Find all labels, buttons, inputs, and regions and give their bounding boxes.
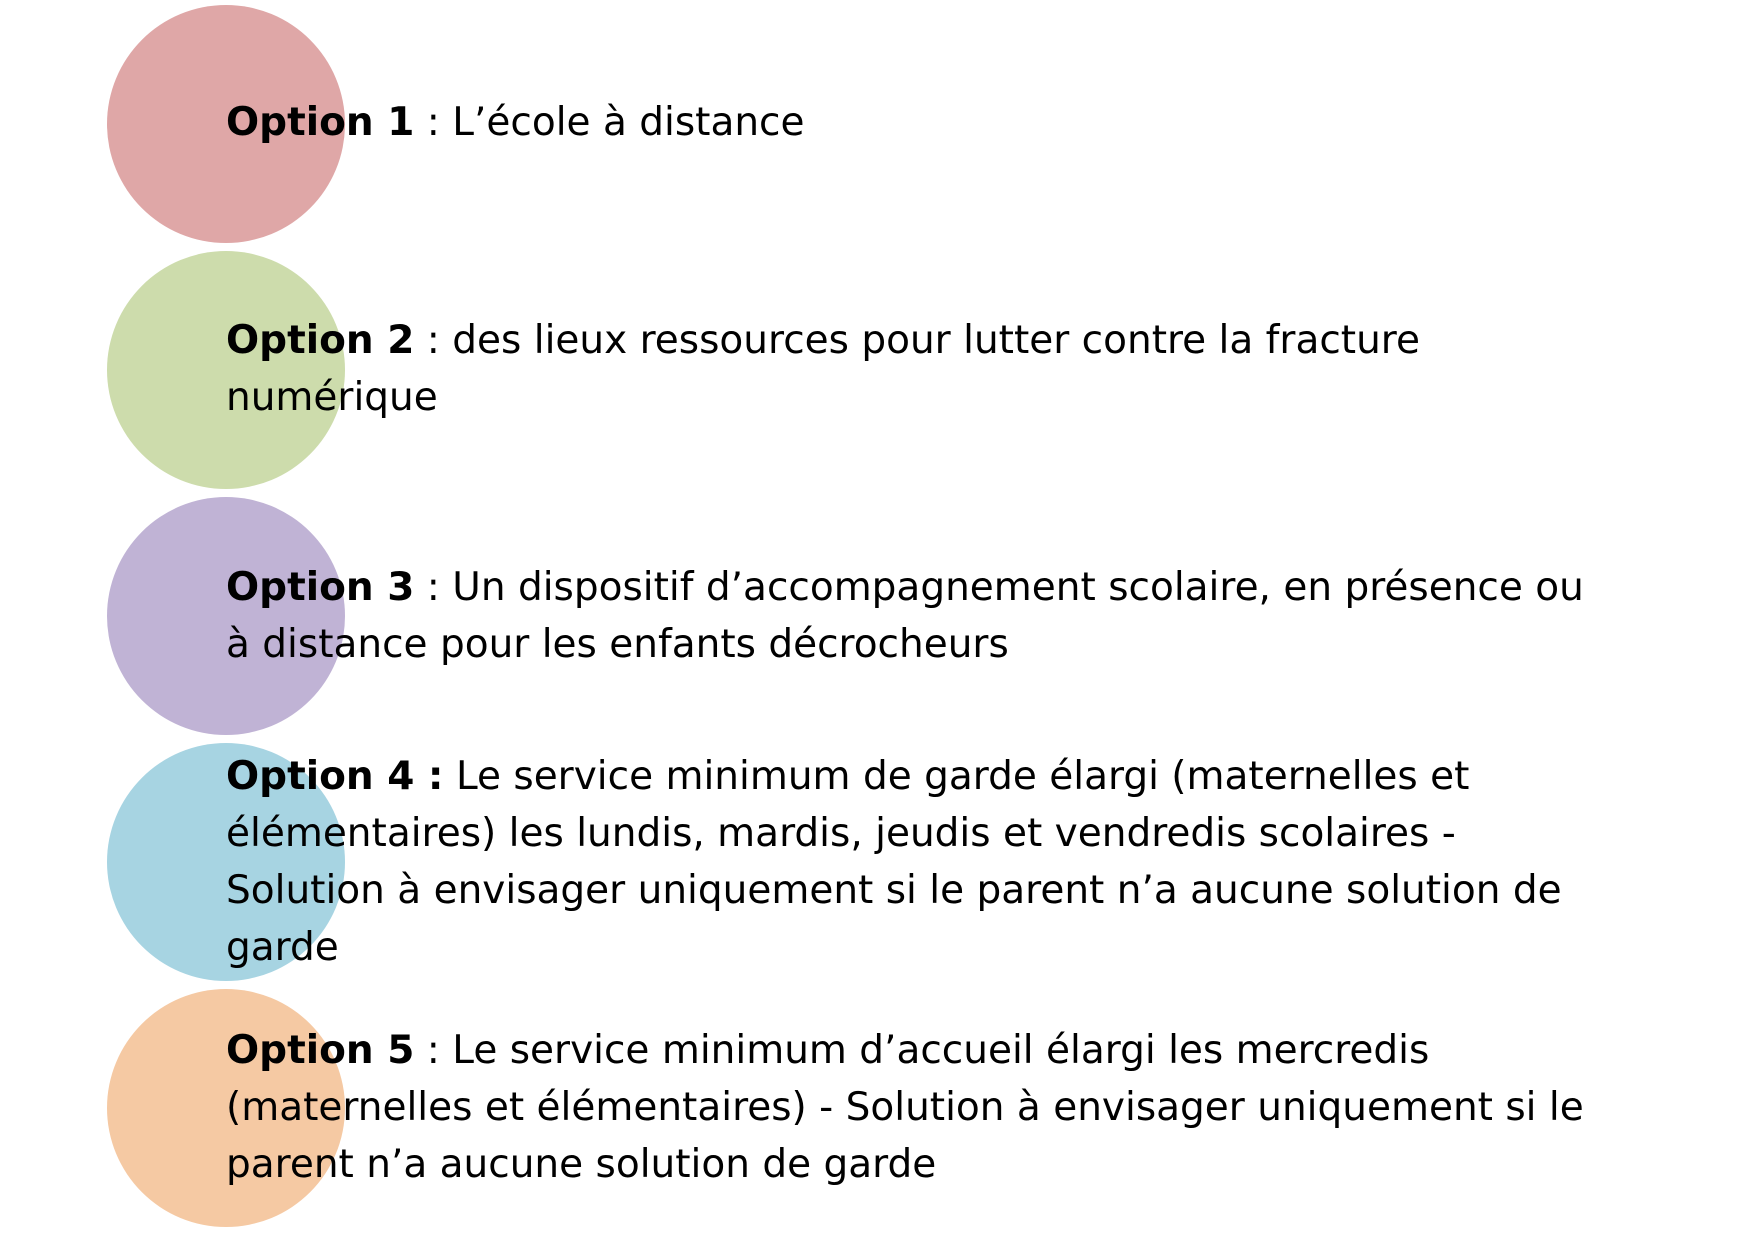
option-5-separator: : xyxy=(414,1028,453,1073)
option-1-separator: : xyxy=(414,100,453,145)
option-3-description: Un dispositif d’accompagnement scolaire, en présence ou à distance pour les enfants décrocheurs xyxy=(226,565,1584,667)
option-5-text xyxy=(226,1022,1586,1193)
option-1-description: L’école à distance xyxy=(452,100,805,145)
option-2-description: des lieux ressources pour lutter contre la fracture numérique xyxy=(226,318,1420,420)
option-3-text xyxy=(226,559,1586,673)
option-2-separator: : xyxy=(414,318,453,363)
option-4-description: Le service minimum de garde élargi (maternelles et élémentaires) les lundis, mardis, jeudis et vendredis scolaires - Solution à envisager uniquement si le parent n’a aucune solution de garde xyxy=(226,754,1562,970)
option-3-label: Option 3 xyxy=(226,565,415,610)
option-1-label: Option 1 xyxy=(226,100,415,145)
option-5-description: Le service minimum d’accueil élargi les mercredis (maternelles et élémentaires) - Solution à envisager uniquement si le parent n’a aucune solution de garde xyxy=(226,1028,1584,1187)
option-4-label: Option 4 : xyxy=(226,754,444,799)
option-2-label: Option 2 xyxy=(226,318,415,363)
option-4-text xyxy=(226,748,1586,976)
option-1-text xyxy=(226,94,1586,151)
option-5-label: Option 5 xyxy=(226,1028,415,1073)
option-2-text xyxy=(226,312,1586,426)
option-4-separator xyxy=(444,754,456,799)
option-3-separator: : xyxy=(414,565,453,610)
